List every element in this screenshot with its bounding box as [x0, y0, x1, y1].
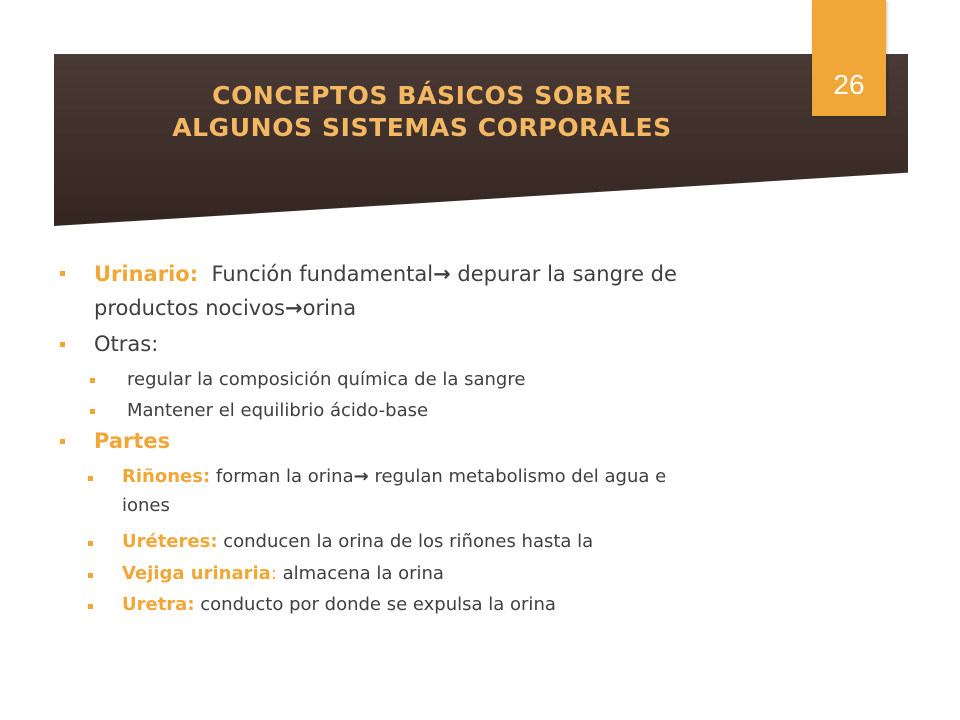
right-arrow-icon: →	[285, 296, 303, 320]
urinario-text: Función fundamental→ depurar la sangre de	[211, 262, 677, 286]
bullet-partes: Partes	[94, 429, 171, 453]
otras-item-1: regular la composición química de la sangre	[127, 369, 526, 390]
bullet-square-icon	[90, 409, 95, 414]
vejiga-term: Vejiga urinaria	[122, 563, 271, 584]
bullet-urinario-continued: productos nocivos→orina	[94, 296, 357, 320]
bullet-square-icon	[88, 541, 93, 546]
urinario-label: Urinario:	[94, 262, 199, 286]
bullet-square-icon	[88, 604, 93, 609]
partes-item-ureteres: Uréteres: conducen la orina de los riñones hasta la	[122, 531, 594, 552]
slide-number-tab	[812, 0, 886, 116]
slide-title-line1: CONCEPTOS BÁSICOS SOBRE	[212, 81, 632, 110]
rinones-term: Riñones:	[122, 466, 211, 487]
bullet-urinario	[94, 259, 677, 289]
bullet-square-icon	[60, 439, 65, 444]
bullet-square-icon	[60, 342, 65, 347]
slide-title-line2: ALGUNOS SISTEMAS CORPORALES	[172, 113, 672, 142]
bullet-square-icon	[60, 271, 65, 276]
bullet-otras: Otras:	[94, 332, 159, 356]
right-arrow-icon: →	[353, 466, 369, 487]
slide-number: 26	[833, 69, 865, 100]
bullet-square-icon	[90, 378, 95, 383]
partes-item-rinones: Riñones: forman la orina→ regulan metabolismo del agua e	[122, 466, 667, 487]
partes-item-vejiga: Vejiga urinaria: almacena la orina	[122, 563, 444, 584]
slide-title	[54, 80, 790, 144]
bullet-square-icon	[88, 476, 93, 481]
partes-item-uretra: Uretra: conducto por donde se expulsa la orina	[122, 594, 556, 615]
otras-item-2: Mantener el equilibrio ácido-base	[127, 400, 429, 421]
ureteres-term: Uréteres:	[122, 531, 218, 552]
bullet-square-icon	[88, 573, 93, 578]
right-arrow-icon: →	[433, 262, 451, 286]
uretra-term: Uretra:	[122, 594, 195, 615]
partes-item-rinones-continued: iones	[122, 495, 170, 516]
